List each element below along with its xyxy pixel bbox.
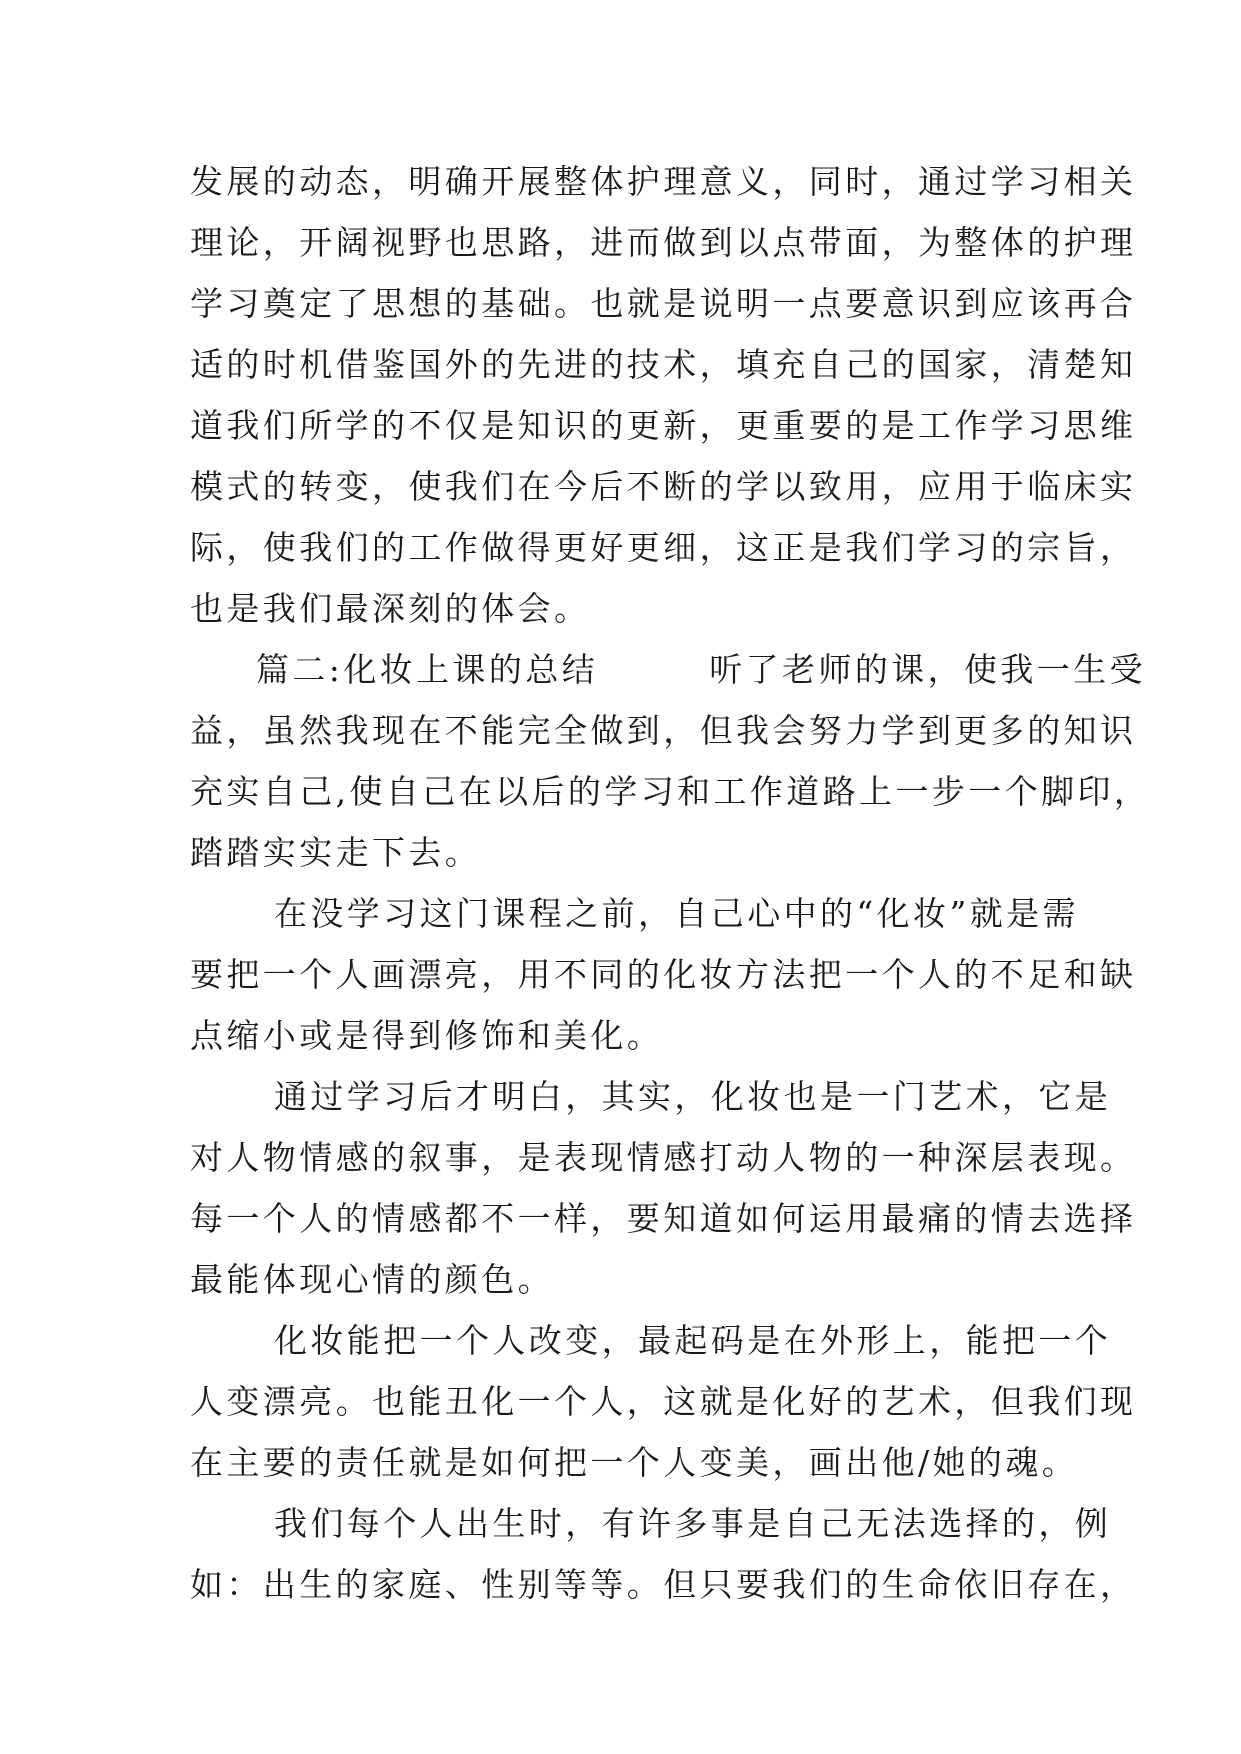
text-line: 际，使我们的工作做得更好更细，这正是我们学习的宗旨， xyxy=(190,528,1137,567)
text-line: 益，虽然我现在不能完全做到，但我会努力学到更多的知识 xyxy=(190,711,1137,750)
text-line: 理论，开阔视野也思路，进而做到以点带面，为整体的护理 xyxy=(190,223,1137,262)
section-heading-line: 篇二:化妆上课的总结 听了老师的课，使我一生受 xyxy=(256,650,1147,689)
text-line: 适的时机借鉴国外的先进的技术，填充自己的国家，清楚知 xyxy=(190,345,1137,384)
text-line: 道我们所学的不仅是知识的更新，更重要的是工作学习思维 xyxy=(190,406,1137,445)
text-line: 模式的转变，使我们在今后不断的学以致用，应用于临床实 xyxy=(190,467,1137,506)
text-line: 点缩小或是得到修饰和美化。 xyxy=(190,1016,664,1055)
paragraph-first-line: 我们每个人出生时，有许多事是自己无法选择的，例 xyxy=(274,1504,1112,1543)
text-line: 发展的动态，明确开展整体护理意义，同时，通过学习相关 xyxy=(190,162,1137,201)
text-line: 充实自己,使自己在以后的学习和工作道路上一步一个脚印， xyxy=(190,772,1151,811)
text-line: 学习奠定了思想的基础。也就是说明一点要意识到应该再合 xyxy=(190,284,1137,323)
text-line: 要把一个人画漂亮，用不同的化妆方法把一个人的不足和缺 xyxy=(190,955,1137,994)
text-line: 踏踏实实走下去。 xyxy=(190,833,482,872)
text-line: 人变漂亮。也能丑化一个人，这就是化好的艺术，但我们现 xyxy=(190,1382,1137,1421)
paragraph-first-line: 在没学习这门课程之前，自己心中的“化妆”就是需 xyxy=(274,894,1079,933)
text-line: 如：出生的家庭、性别等等。但只要我们的生命依旧存在， xyxy=(190,1565,1137,1604)
paragraph-first-line: 通过学习后才明白，其实，化妆也是一门艺术，它是 xyxy=(274,1077,1112,1116)
text-line: 最能体现心情的颜色。 xyxy=(190,1260,554,1299)
text-line: 也是我们最深刻的体会。 xyxy=(190,589,591,628)
paragraph-first-line: 化妆能把一个人改变，最起码是在外形上，能把一个 xyxy=(274,1321,1112,1360)
text-line: 在主要的责任就是如何把一个人变美，画出他/她的魂。 xyxy=(190,1443,1079,1482)
text-line: 对人物情感的叙事，是表现情感打动人物的一种深层表现。 xyxy=(190,1138,1137,1177)
text-line: 每一个人的情感都不一样，要知道如何运用最痛的情去选择 xyxy=(190,1199,1137,1238)
